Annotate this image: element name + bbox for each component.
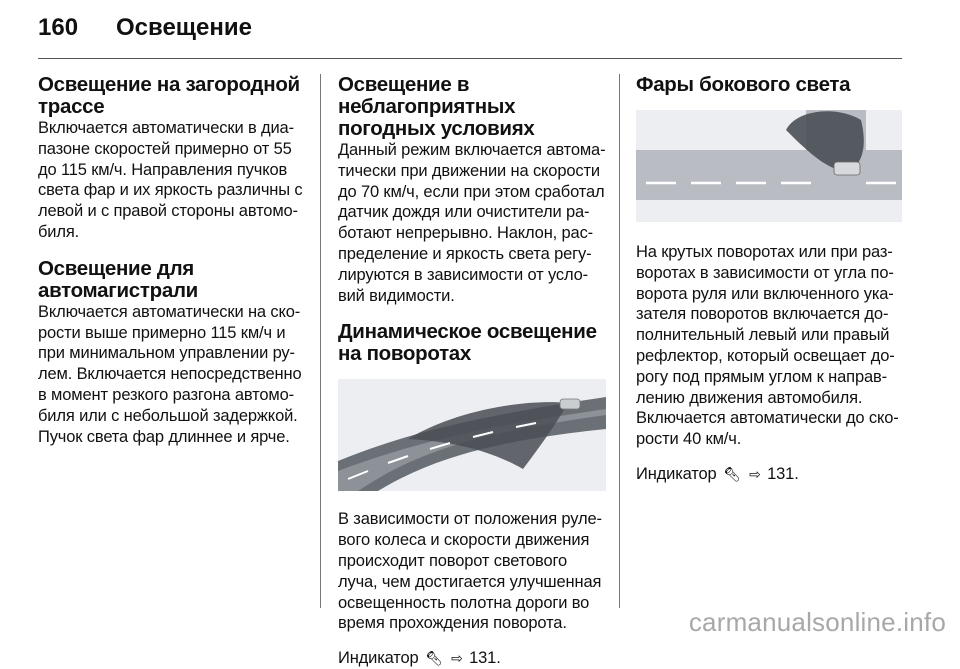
cornering-lights-illustration — [636, 110, 902, 222]
curve-light-indicator-icon-2: 🔦︎ — [723, 465, 741, 482]
bad-weather-lighting-section — [338, 74, 606, 306]
indicator-page-ref-2[interactable]: 131. — [767, 464, 799, 483]
page-reference-arrow-icon: ⇨ — [451, 650, 463, 667]
column-divider-1 — [320, 74, 321, 608]
column-2 — [338, 74, 606, 669]
page-reference-arrow-icon-2: ⇨ — [749, 465, 761, 482]
motorway-lighting-section — [38, 258, 306, 448]
page-number: 160 — [38, 14, 79, 41]
indicator-reference-2 — [636, 464, 902, 485]
column-3 — [636, 74, 902, 485]
watermark: carmanualsonline.info — [688, 607, 946, 637]
header-divider — [38, 58, 902, 59]
country-road-lighting-text: Включается автоматически в диа-пазоне скоростей примерно от 55 до 115 км/ч. Направления пучков света фар и их яркость различны с левой и с правой стороны автомо-биля. — [38, 119, 303, 241]
indicator-page-ref[interactable]: 131. — [469, 649, 501, 668]
cornering-lights-text: На крутых поворотах или при раз-воротах в зависимости от угла по-ворота руля или включенного ука-зателя поворотов включается до-полнительный левый или правый рефлектор, который освещает до-рогу под прямым углом к направ-лению движения автомобиля. Включается автоматически до ско-рости 40 км/ч. — [636, 243, 899, 449]
dynamic-curve-lighting-text: В зависимости от положения руле-вого колеса и скорости движения происходит поворот светового луча, чем достигается улучшенная освещенность полотна дороги во время прохождения поворота. — [338, 510, 602, 633]
indicator-label: Индикатор — [338, 649, 419, 668]
bad-weather-lighting-text: Данный режим включается автома-тически при движении на скорости до 70 км/ч, если при этом сработал датчик дождя или очистители ра-ботают непрерывно. Наклон, рас-пределение и яркость света регу-лируются в зависимости от усло-вий видимости. — [338, 141, 606, 305]
dynamic-curve-lighting-heading: Динамическое освещение на поворотах — [338, 320, 597, 366]
curve-light-indicator-icon: 🔦︎ — [425, 650, 443, 667]
dynamic-curve-lighting-illustration — [338, 379, 606, 491]
column-divider-2 — [619, 74, 620, 608]
country-road-lighting-section — [38, 74, 306, 243]
page-title: Освещение — [116, 14, 252, 41]
indicator-label-2: Индикатор — [636, 464, 717, 483]
motorway-lighting-text: Включается автоматически на ско-рости выше примерно 115 км/ч и при минимальном управлении ру-лем. Включается непосредственно в момент резкого разгона автомо-биля или с небольшой задержкой. Пучок света фар длиннее и ярче. — [38, 302, 302, 446]
cornering-lights-heading: Фары бокового света — [636, 73, 851, 96]
country-road-lighting-heading: Освещение на загородной трассе — [38, 73, 300, 118]
column-1 — [38, 74, 306, 462]
motorway-lighting-heading: Освещение для автомагистрали — [38, 256, 198, 302]
indicator-reference — [338, 648, 606, 669]
page-header — [38, 14, 252, 42]
bad-weather-lighting-heading: Освещение в неблагоприятных погодных условиях — [338, 73, 535, 140]
